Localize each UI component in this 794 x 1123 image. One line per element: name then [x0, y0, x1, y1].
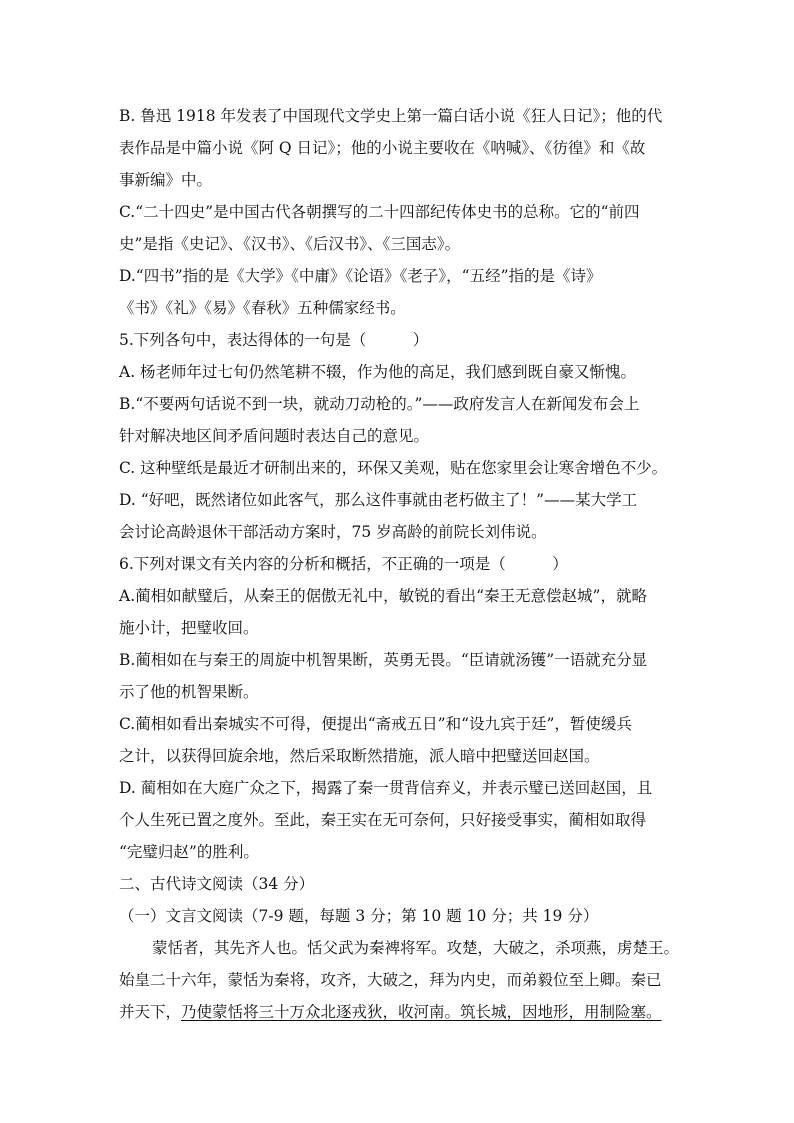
- section-heading: 二、古代诗文阅读（34 分）: [119, 875, 315, 893]
- option-d-line-1: D.“四书”指的是《大学》《中庸》《论语》《老子》，“五经”指的是《诗》: [119, 267, 602, 285]
- option-b-line-2: 表作品是中篇小说《阿 Q 日记》；他的小说主要收在《呐喊》、《彷徨》和《故: [119, 139, 646, 157]
- question-5-option-b-line-1: B.“不要两句话说不到一块，就动刀动枪的。”——政府发言人在新闻发布会上: [119, 395, 640, 413]
- question-6-option-b-line-1: B.蔺相如在与秦王的周旋中机智果断，英勇无畏。“臣请就汤镬”一语就充分显: [119, 651, 648, 669]
- question-5-option-d-line-2: 会讨论高龄退休干部活动方案时，75 岁高龄的前院长刘伟说。: [119, 523, 547, 541]
- question-6-option-a-line-1: A.蔺相如献璧后，从秦王的倨傲无礼中，敏锐的看出“秦王无意偿赵城”，就略: [119, 587, 647, 605]
- question-6-option-c-line-1: C.蔺相如看出秦城实不可得，便提出“斋戒五日”和“设九宾于廷”，暂使缓兵: [119, 715, 632, 733]
- option-b-line-3: 事新编》中。: [119, 171, 213, 189]
- question-6-option-d-line-2: 个人生死已置之度外。至此，秦王实在无可奈何，只好接受事实，蔺相如取得: [119, 811, 647, 829]
- question-5-stem: 5.下列各句中，表达得体的一句是（ ）: [119, 331, 429, 349]
- option-c-line-1: C.“二十四史”是中国古代各朝撰写的二十四部纪传体史书的总称。它的“前四: [119, 203, 640, 221]
- question-6-option-d-line-1: D. 蔺相如在大庭广众之下，揭露了秦一贯背信弃义，并表示璧已送回赵国，且: [119, 779, 653, 797]
- subsection-heading: （一）文言文阅读（7-9 题，每题 3 分；第 10 题 10 分；共 19 分）: [119, 907, 599, 925]
- question-5-option-b-line-2: 针对解决地区间矛盾问题时表达自己的意见。: [119, 427, 430, 445]
- option-d-line-2: 《书》《礼》《易》《春秋》五种儒家经书。: [119, 299, 406, 317]
- option-c-line-2: 史”是指《史记》、《汉书》、《后汉书》、《三国志》。: [119, 235, 461, 253]
- question-5-option-c: C. 这种壁纸是最近才研制出来的，环保又美观，贴在您家里会让寒舍增色不少。: [119, 459, 668, 477]
- question-6-option-a-line-2: 施小计，把璧收回。: [119, 619, 259, 637]
- passage-line-2: 始皇二十六年，蒙恬为秦将，攻齐，大破之，拜为内史，而弟毅位至上卿。秦已: [119, 971, 662, 989]
- question-6-stem: 6.下列对课文有关内容的分析和概括，不正确的一项是（ ）: [119, 555, 568, 573]
- question-5-option-d-line-1: D. “好吧，既然诸位如此客气，那么这件事就由老朽做主了！”——某大学工: [119, 491, 638, 509]
- passage-line-1: 蒙恬者，其先齐人也。恬父武为秦裨将军。攻楚，大破之，杀项燕，虏楚王。: [152, 939, 680, 957]
- option-b-line-1: B. 鲁迅 1918 年发表了中国现代文学史上第一篇白话小说《狂人日记》；他的代: [119, 107, 663, 125]
- passage-line-3: [119, 1001, 679, 1023]
- question-5-option-a: A. 杨老师年过七旬仍然笔耕不辍，作为他的高足，我们感到既自豪又惭愧。: [119, 363, 637, 381]
- question-6-option-c-line-2: 之计，以获得回旋余地，然后采取断然措施，派人暗中把璧送回赵国。: [119, 747, 600, 765]
- question-6-option-d-line-3: “完璧归赵”的胜利。: [119, 843, 259, 861]
- question-6-option-b-line-2: 示了他的机智果断。: [119, 683, 259, 701]
- underlined-passage-text: 乃使蒙恬将三十万众北逐戎狄，收河南。筑长城，因地形，用制险塞。: [181, 1003, 662, 1021]
- passage-plain-text: 并天下，: [119, 1003, 182, 1021]
